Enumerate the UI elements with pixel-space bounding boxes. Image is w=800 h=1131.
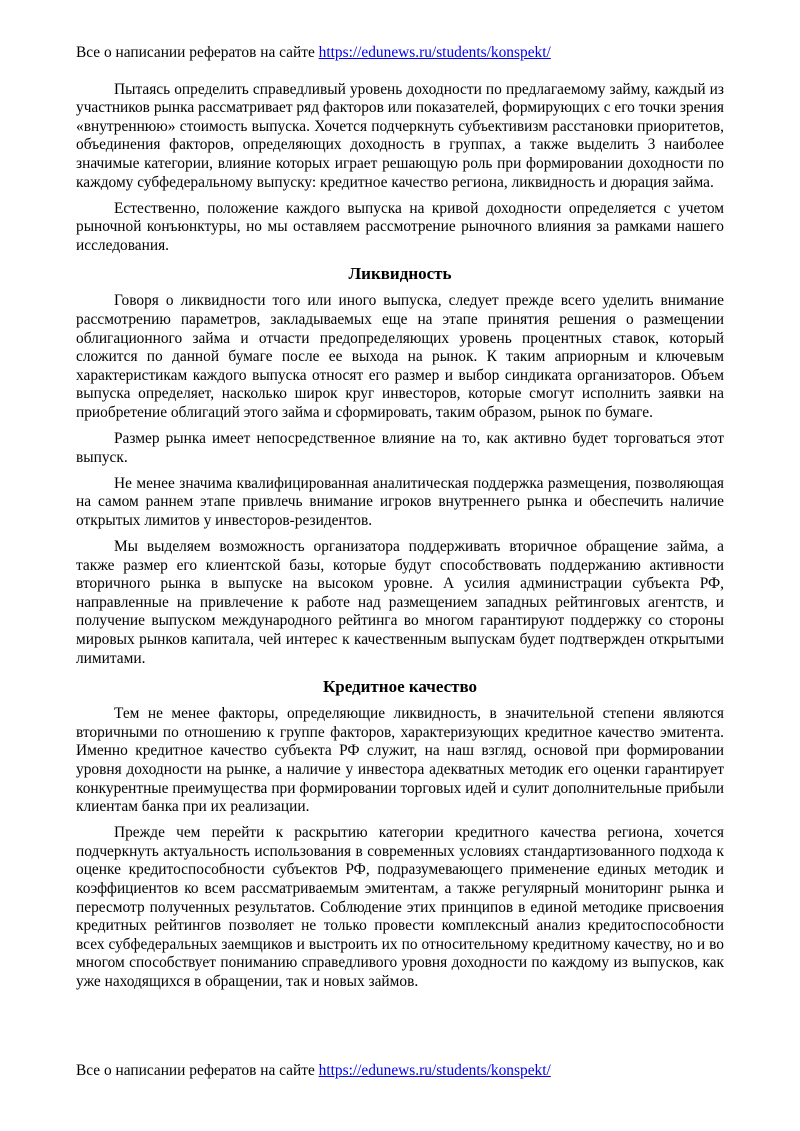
page-header xyxy=(76,44,724,63)
section-heading-credit-quality: Кредитное качество xyxy=(322,677,478,697)
footer-link[interactable]: https://edunews.ru/students/konspekt/ xyxy=(318,1062,551,1079)
footer-text: Все о написании рефератов на сайте xyxy=(76,1062,319,1079)
liquidity-paragraph-3: Не менее значима квалифицированная аналитическая поддержка размещения, позволяющая на самом раннем этапе привлечь внимание игроков внутреннего рынка и обеспечить наличие открытых лимитов у инвесторов-резидентов. xyxy=(76,474,724,529)
header-text: Все о написании рефератов на сайте xyxy=(76,44,319,61)
credit-paragraph-2: Прежде чем перейти к раскрытию категории кредитного качества региона, хочется подчеркнуть актуальность использования в современных условиях стандартизованного подхода к оценке кредитоспособности субъектов РФ, подразумевающего применение единых методик и коэффициентов ко всем рассматриваемым эмитентам, а также регулярный мониторинг рынка и пересмотр полученных результатов. Соблюдение этих принципов в единой методике присвоения кредитных рейтингов позволяет не только провести комплексный анализ кредитоспособности всех субфедеральных заемщиков и выстроить их по относительному кредитному качеству, но и во многом способствует пониманию справедливого уровня доходности по каждому из выпусков, как уже находящихся в обращении, так и новых займов. xyxy=(76,824,724,991)
intro-paragraph-1: Пытаясь определить справедливый уровень доходности по предлагаемому займу, каждый из участников рынка рассматривает ряд факторов или показателей, формирующих с его точки зрения «внутреннюю» стоимость выпуска. Хочется подчеркнуть субъективизм расстановки приоритетов, объединения факторов, определяющих доходность в группах, а также выделить 3 наиболее значимые категории, влияние которых играет решающую роль при формировании доходности по каждому субфедеральному выпуску: кредитное качество региона, ликвидность и дюрация займа. xyxy=(76,80,724,191)
credit-paragraph-1: Тем не менее факторы, определяющие ликвидность, в значительной степени являются вторичными по отношению к группе факторов, характеризующих кредитное качество эмитента. Именно кредитное качество субъекта РФ служит, на наш взгляд, основой при формировании уровня доходности на рынке, а наличие у инвестора адекватных методик его оценки гарантирует конкурентные преимущества при формировании торговых идей и сулит дополнительные прибыли клиентам банка при их реализации. xyxy=(76,705,724,816)
liquidity-paragraph-1: Говоря о ликвидности того или иного выпуска, следует прежде всего уделить внимание рассмотрению параметров, закладываемых еще на этапе принятия решения о размещении облигационного займа и отчасти предопределяющих уровень процентных ставок, который сложится по данной бумаге после ее выхода на рынок. К таким априорным и ключевым характеристикам каждого выпуска относят его размер и выбор синдиката организаторов. Объем выпуска определяет, насколько широк круг инвесторов, которые смогут исполнить заявки на приобретение облигаций этого займа и сформировать, таким образом, рынок по бумаге. xyxy=(76,292,724,421)
liquidity-paragraph-4: Мы выделяем возможность организатора поддерживать вторичное обращение займа, а также размер его клиентской базы, которые будут способствовать поддержанию активности вторичного рынка в выпуске на высоком уровне. А усилия администрации субъекта РФ, направленные на привлечение к работе над размещением западных рейтинговых агентств, и получение выпуском международного рейтинга во многом гарантируют поддержку со стороны мировых рынков капитала, чей интерес к качественным выпускам будет подтвержден открытыми лимитами. xyxy=(76,538,724,667)
page-footer xyxy=(76,1062,551,1081)
intro-paragraph-2: Естественно, положение каждого выпуска на кривой доходности определяется с учетом рыночной конъюнктуры, но мы оставляем рассмотрение рыночного влияния за рамками нашего исследования. xyxy=(76,199,724,254)
header-link[interactable]: https://edunews.ru/students/konspekt/ xyxy=(318,44,551,61)
liquidity-paragraph-2: Размер рынка имеет непосредственное влияние на то, как активно будет торговаться этот выпуск. xyxy=(76,430,724,466)
section-heading-liquidity: Ликвидность xyxy=(348,264,452,284)
